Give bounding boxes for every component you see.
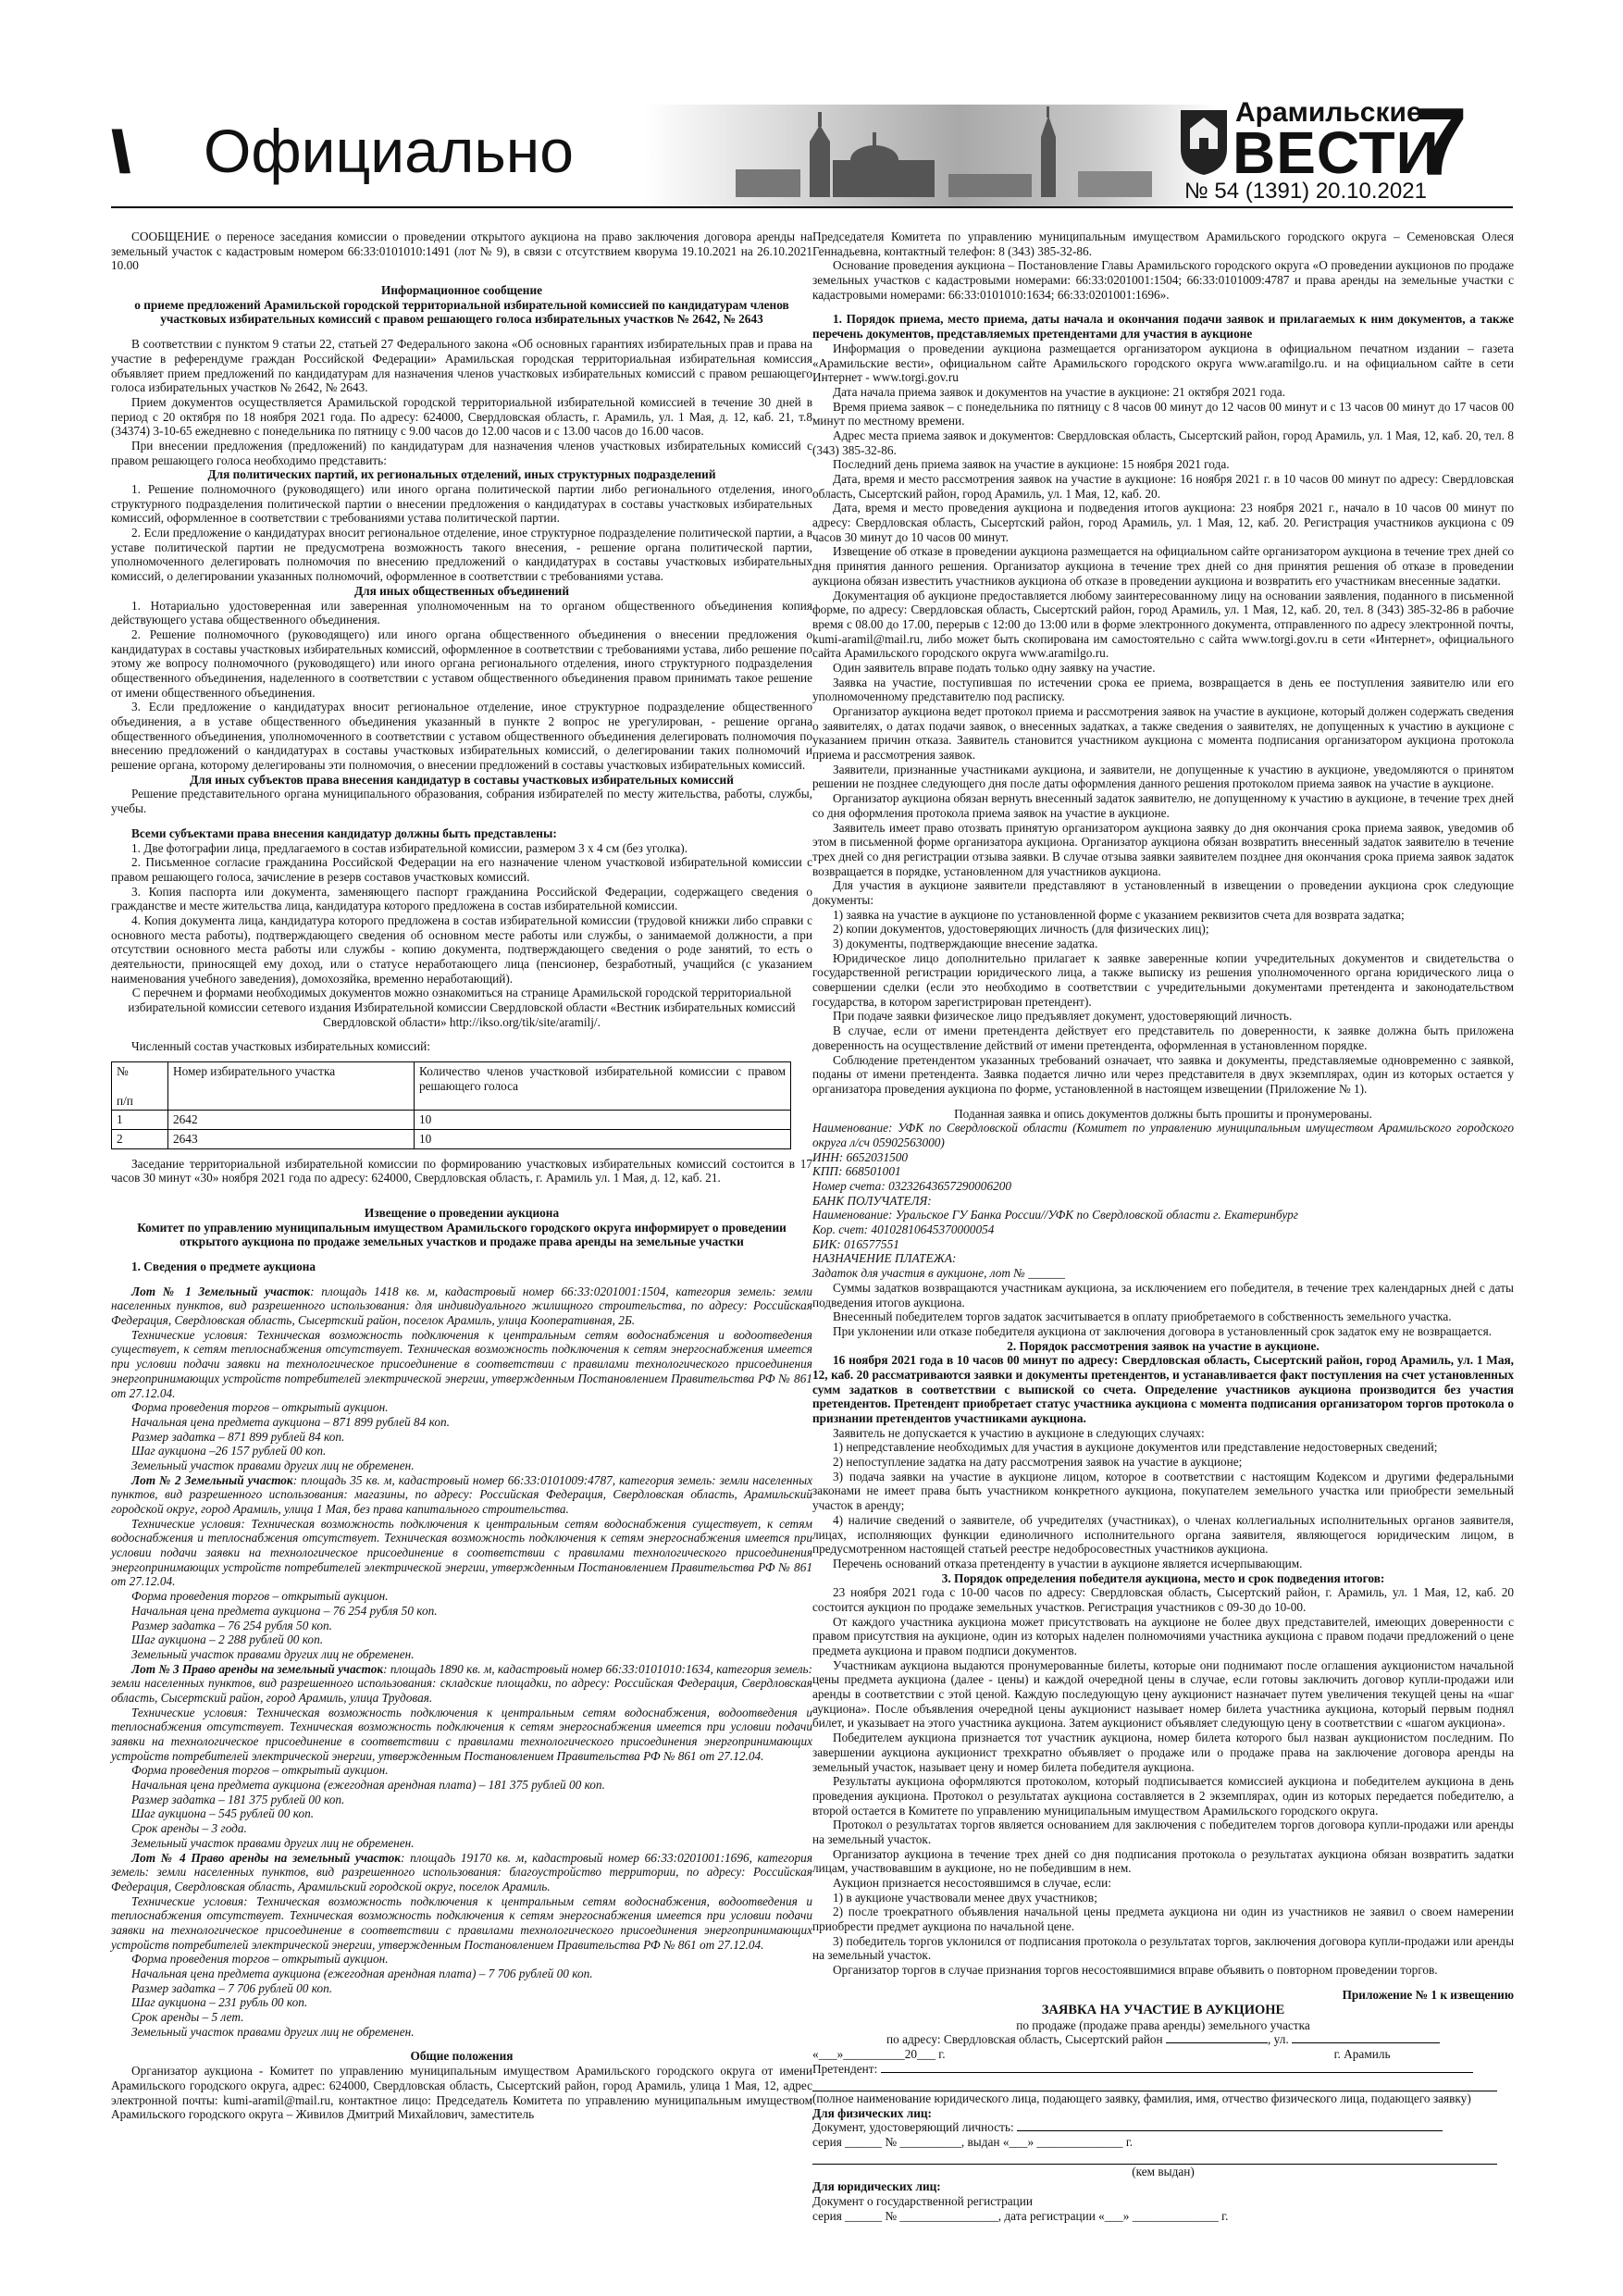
issue-info: № 54 (1391) 20.10.2021 [1184, 179, 1427, 204]
page-number: 7 [1414, 89, 1468, 196]
bank-details: Задаток для участия в аукционе, лот № ______ [812, 1266, 1066, 1281]
paragraph: Юридическое лицо дополнительно прилагает к заявке заверенные копии учредительных документов и свидетельства о государственной регистрации юридического лица, а также выписку из решения уполномоченного органа юридического лица о совершении сделки (если это необходимо в соответствии с учредительными документами претендента и законодательством государства, в котором зарегистрирован претендент). [812, 950, 1514, 1009]
lot-3-price: Начальная цена предмета аукциона (ежегодная арендная плата) – 181 375 рублей 00 коп. [131, 1778, 605, 1793]
header-photo [643, 105, 1217, 206]
paragraph: Время приема заявок – с понедельника по пятницу с 8 часов 00 минут до 12 часов 00 минут и с 13 часов 00 минут до 17 часов 00 минут по местному времени. [812, 399, 1514, 428]
lot-4: Лот № 4 Право аренды на земельный участок: площадь 19170 кв. м, кадастровый номер 66:33:0201001:1696, категория земель: земли населенных пунктов, вид разрешенного использования: благоустройство территории, по адресу: Российская Федерация, Свердловская область, Арамильский городской округ, поселок Арамиль. [111, 1850, 812, 1893]
paragraph: Дата, время и место проведения аукциона и подведения итогов аукциона: 23 ноября 2021 г., начало в 10 часов 00 минут по адресу: Свердловская область, Сысертский район, город Арамиль, ул. 1 Мая, 12, каб. 20. Регистрация участников аукциона с 09 часов 30 минут до 10 часов 00 минут. [812, 501, 1514, 544]
paragraph: Извещение об отказе в проведении аукциона размещается на официальном сайте организатором аукциона в течение трех дней со дня принятия данного решения. Организатор аукциона в течение трех дней со дня принятия решения об отказе в проведении аукциона обязан известить участников аукциона об отказе в проведении аукциона и возвратить его участникам внесенные задатки. [812, 544, 1514, 588]
lot-4-encumbrance: Земельный участок правами других лиц не обременен. [131, 2024, 415, 2039]
lot-2-price: Начальная цена предмета аукциона – 76 254 рубля 50 коп. [131, 1603, 438, 1618]
list-item: 2) после троекратного объявления начальной цены предмета аукциона ни один из участников не заявил о своем намерении приобрести предмет аукциона по начальной цене. [812, 1905, 1514, 1934]
lot-4-deposit: Размер задатка – 7 706 рублей 00 коп. [131, 1980, 333, 1995]
notice-subtitle: Комитет по управлению муниципальным имуществом Арамильского городского округа информирует о проведении открытого аукциона по продаже земельных участков и продаже права аренды на земельные участки [137, 1220, 787, 1249]
brand-main: ВЕСТИ [1233, 119, 1440, 186]
lot-2-form: Форма проведения торгов – открытый аукцион. [131, 1589, 389, 1604]
section-2-title: 2. Порядок рассмотрения заявок на участие в аукционе. [1007, 1338, 1319, 1353]
forms-link-paragraph: С перечнем и формами необходимых документов можно ознакомиться на странице Арамильской городской территориальной избирательной комиссии сетевого издания Избирательной комиссии Свердловской области «Вестник избирательных комиссий Свердловской области» http://ikso.org/tik/site/aramilj/. [128, 986, 796, 1029]
left-column [111, 230, 812, 2122]
table-row [112, 1111, 791, 1130]
city-emblem-icon [1177, 105, 1231, 177]
bank-details: Кор. счет: 40102810645370000054 [812, 1222, 995, 1237]
list-item: 1) заявка на участие в аукционе по установленной форме с указанием реквизитов счета для возврата задатка; [833, 907, 1405, 922]
bank-details: Номер счета: 03232643657290006200 [812, 1179, 1012, 1193]
table-header-row [112, 1062, 791, 1111]
lot-3-step: Шаг аукциона – 545 рублей 00 коп. [131, 1806, 315, 1821]
paragraph: 1. Нотариально удостоверенная или заверенная уполномоченным на то органом общественного объединения копия действующего устава общественного объединения. [111, 598, 812, 627]
paragraph: Заявитель имеет право отозвать принятую организатором аукциона заявку до дня окончания срока приема заявок, уведомив об этом в письменной форме организатора аукциона. Организатор аукциона обязан возвратить внесенный задаток заявителю в течение трех дней со дня регистрации отзыва заявки. В случае отзыва заявки заявителем позднее дня окончания срока приема заявок задаток возвращается в порядке, установленном для участников аукциона. [812, 820, 1514, 878]
paragraph: От каждого участника аукциона может присутствовать на аукционе не более двух представителей, имеющих доверенности с правом присутствия на аукционе, один из которых наделен полномочиями участника аукциона с правом подачи предложений о цене предмета аукциона и правом подписи документов. [812, 1614, 1514, 1657]
lot-1-deposit: Размер задатка – 871 899 рублей 84 коп. [131, 1429, 345, 1444]
form-line [812, 2150, 1514, 2166]
notice-title: Извещение о проведении аукциона [364, 1205, 560, 1220]
table-cell: 2 [112, 1129, 168, 1148]
lot-1-step: Шаг аукциона –26 157 рублей 00 коп. [131, 1444, 327, 1458]
heading-other-subjects: Для иных субъектов права внесения кандидатур в составы участковых избирательных комиссий [190, 772, 734, 787]
table-header-cell: № п/п [112, 1062, 168, 1111]
paragraph: 2. Если предложение о кандидатурах вносит региональное отделение, иное структурное подразделение политической партии, а в уставе политической партии не предусмотрена возможность такого внесения, - решение органа политической партии, уполномоченного делегировать полномочия по внесению предложений о кандидатурах в составы участковых избирательных комиссий, о делегировании указанных полномочий, оформленное в соответствии с требованиями устава. [111, 526, 812, 584]
form-note: (полное наименование юридического лица, подающего заявку, фамилия, имя, отчество физического лица, подающего заявку) [812, 2091, 1471, 2106]
table-header-cell: Номер избирательного участка [168, 1062, 415, 1111]
paragraph: Протокол о результатах торгов является основанием для заключения с победителем торгов договора купли-продажи или аренды на земельный участок. [812, 1818, 1514, 1846]
transfer-notice: СООБЩЕНИЕ о переносе заседания комиссии о проведении открытого аукциона на право заключения договора аренды на земельный участок с кадастровым номером 66:33:0101010:1491 (лот № 9), в связи с отсутствием кворума 19.10.2021 на 26.10.2021 10.00 [111, 230, 812, 273]
table-row [112, 1129, 791, 1148]
lot-1-price: Начальная цена предмета аукциона – 871 899 рублей 84 коп. [131, 1414, 450, 1429]
lot-2: Лот № 2 Земельный участок: площадь 35 кв. м, кадастровый номер 66:33:0101009:4787, категория земель: земли населенных пунктов, вид разрешенного использования: магазины, по адресу: Российская Федерация, Свердловская область, Арамильский городской округ, город Арамиль, улица 1 Мая, без права капитального строительства. [111, 1472, 813, 1516]
paragraph: При внесении предложения (предложений) по кандидатурам для назначения членов участковых избирательных комиссий с правом решающего голоса необходимо представить: [111, 438, 812, 467]
paragraph: Суммы задатков возвращаются участникам аукциона, за исключением его победителя, в течение трех календарных дней с даты подведения итогов аукциона. [812, 1280, 1514, 1309]
paragraph: 2. Письменное согласие гражданина Российской Федерации на его назначение членом участковой избирательной комиссии с правом решающего голоса, зачисление в резерв составов участковых комиссий. [111, 855, 812, 884]
general-paragraph: Организатор аукциона - Комитет по управлению муниципальным имуществом Арамильского городского округа от имени Арамильского городского округа, адрес: 624000, Свердловская область, Сысертский район, город Арамиль, улица 1 Мая, 12, адрес электронной почты: kumi-aramil@mail.ru, контактное лицо: Председатель Комитета по управлению муниципальным имуществом Арамильского городского округа – Живилов Дмитрий Михайлович, заместитель [111, 2064, 812, 2122]
list-item: 3) документы, подтверждающие внесение задатка. [833, 937, 1098, 950]
list-item: 4) наличие сведений о заявителе, об учредителях (участниках), о членах коллегиальных исполнительных органов заявителя, лицах, исполняющих функции единоличного исполнительного органа заявителя, являющегося юридическим лицом, в предусмотренном настоящей статьей реестре недобросовестных участников аукциона. [812, 1512, 1514, 1557]
paragraph: В случае, если от имени претендента действует его представитель по доверенности, к заявке должна быть приложена доверенность на осуществление действий от имени претендента, оформленная в установленном порядке. [812, 1024, 1514, 1052]
paragraph: Последний день приема заявок на участие в аукционе: 15 ноября 2021 года. [833, 457, 1230, 472]
paragraph: Дата начала приема заявок и документов на участие в аукционе: 21 октября 2021 года. [833, 384, 1285, 399]
lot-3: Лот № 3 Право аренды на земельный участок: площадь 1890 кв. м, кадастровый номер 66:33:0101010:1634, категория земель: земли населенных пунктов, вид разрешенного использования: складские площадки, по адресу: Российская Федерация, Свердловская область, Сысертский район, город Арамиль, улица Трудовая. [111, 1661, 812, 1705]
lot-3-form: Форма проведения торгов – открытый аукцион. [131, 1763, 389, 1778]
paragraph: Организатор аукциона ведет протокол приема и рассмотрения заявок на участие в аукционе, который должен содержать сведения о заявителях, о датах подачи заявок, о внесенных задатках, а также сведения о заявителях, не допущенных к участию в аукционе с указанием причин отказа. Заявитель становится участником аукциона с момента подписания организатором аукциона протокола приема и рассмотрения заявок. [812, 704, 1514, 763]
meeting-notice: Заседание территориальной избирательной комиссии по формированию участковых избирательных комиссий состоится в 17 часов 30 минут «30» ноября 2021 года по адресу: 624000, Свердловская область, г. Арамиль ул. 1 Мая, д. 12, каб. 21. [111, 1156, 812, 1185]
slashes-icon: \\ [111, 118, 118, 185]
paragraph: Заявка на участие, поступившая по истечении срока ее приема, возвращается в день ее поступления заявителю или его уполномоченному представителю под расписку. [812, 675, 1514, 704]
section-1-procedure-title: 1. Порядок приема, место приема, даты начала и окончания подачи заявок и прилагаемых к ним документов, а также перечень документов, представляемых претендентами для участия в аукционе [812, 312, 1514, 341]
paragraph: Один заявитель вправе подать только одну заявку на участие. [833, 660, 1156, 675]
bank-details: БАНК ПОЛУЧАТЕЛЯ: [812, 1193, 932, 1208]
paragraph: Адрес места приема заявок и документов: Свердловская область, Сысертский район, город Арамиль, ул. 1 Мая, 12, каб. 20, тел. 8 (343) 385-32-86. [812, 428, 1514, 457]
form-series-2: серия ______ № ________________, дата регистрации «___» ______________ г. [812, 2208, 1229, 2223]
section-title: Официально [204, 117, 574, 185]
paragraph: Победителем аукциона признается тот участник аукциона, номер билета которого был назван аукционистом последним. По завершении аукциона аукционист трехкратно объявляет о продаже или о продаже права на заключение договора аренды на земельный участок, называет цену и номер билета победителя аукциона. [812, 1731, 1514, 1774]
paragraph: Документация об аукционе предоставляется любому заинтересованному лицу на основании заявления, поданного в письменной форме, по адресу: Свердловская область, Сысертский район, город Арамиль, ул. 1 Мая, 12, каб. 20, тел. 8 (343) 385-32-86 в рабочие время с 08.00 до 17.00, перерыв с 12:00 до 13:00 или в форме электронного документа, отправленного по адресу электронной почты, kumi-aramil@mail.ru, либо может быть скопирована им самостоятельно с сайта www.torgi.gov.ru в сети «Интернет», официального сайта Арамильского городского округа www.aramilgo.ru. [812, 588, 1514, 661]
paragraph: Перечень оснований отказа претенденту в участии в аукционе является исчерпывающим. [833, 1556, 1303, 1570]
church-skyline-icon [643, 105, 1217, 206]
heading-associations: Для иных общественных объединений [354, 583, 569, 598]
paragraph: Участникам аукциона выдаются пронумерованные билеты, которые они поднимают после оглашения аукционистом начальной цены предмета аукциона (далее - цены) и каждой очередной цены в случае, если готовы заключить договор купли-продажи или аренды в соответствии с этой ценой. Каждую последующую цену аукционист назначает путем увеличения текущей цены на «шаг аукциона». После объявления очередной цены аукционист называет номер билета участника аукциона, который первым поднял билет, и указывает на этого участника аукциона. Затем аукционист объявляет следующую цену в соответствии с «шагом аукциона». [812, 1657, 1514, 1731]
paragraph: Внесенный победителем торгов задаток засчитывается в оплату приобретаемого в собственность земельного участка. [833, 1309, 1452, 1324]
paragraph: Заявитель не допускается к участию в аукционе в следующих случаях: [833, 1425, 1205, 1440]
appendix-label: Приложение № 1 к извещению [1342, 1987, 1514, 2002]
lot-2-tech: Технические условия: Техническая возможность подключения к центральным сетям водоснабжения существует, к сетям водоснабжения и теплоснабжения отсутствует. Техническая возможность подключения к сетям энергоснабжения имеется при условии подачи заявки на технологическое присоединение в соответствии с правилами технологического присоединения энергопринимающих устройств потребителей электрической энергии, утвержденным Постановлением Правительства РФ № 861 от 27.12.04. [111, 1516, 812, 1589]
bank-details: НАЗНАЧЕНИЕ ПЛАТЕЖА: [812, 1251, 957, 1266]
paragraph: Решение представительного органа муниципального образования, собрания избирателей по месту жительства, работы, службы, учебы. [111, 787, 812, 816]
list-item: 1) в аукционе участвовали менее двух участников; [833, 1890, 1097, 1905]
count-title: Численный состав участковых избирательных комиссий: [131, 1039, 430, 1054]
lot-4-price: Начальная цена предмета аукциона (ежегодная арендная плата) – 7 706 рублей 00 коп. [131, 1967, 593, 1980]
brand-top: Арамильские [1235, 97, 1422, 128]
form-title: ЗАЯВКА НА УЧАСТИЕ В АУКЦИОНЕ [1041, 2002, 1285, 2017]
paragraph: При уклонении или отказе победителя аукциона от заключения договора в установленный срок задаток ему не возвращается. [833, 1323, 1493, 1338]
lot-1: Лот № 1 Земельный участок: площадь 1418 кв. м, кадастровый номер 66:33:0201001:1504, категория земель: земли населенных пунктов, вид разрешенного использования: для индивидуального жилищного строительства, по адресу: Российская Федерация, Свердловская область, Сысертский район, поселок Арамиль, улица Кооперативная, 2Б. [111, 1284, 813, 1328]
list-item: 3) победитель торгов уклонился от подписания протокола о результатах торгов, заключения договора купли-продажи или аренды на земельный участок. [812, 1933, 1514, 1963]
lot-3-deposit: Размер задатка – 181 375 рублей 00 коп. [131, 1792, 345, 1806]
paragraph: 2. Решение полномочного (руководящего) или иного органа общественного объединения о внесении предложения о кандидатурах в составы участковых избирательных комиссий, оформленное в соответствии с требованиями устава, либо решение по этому же вопросу полномочного (руководящего) или иного органа регионального отделения, иного структурного подразделения общественного объединения, наделенного в соответствии с уставом общественного объединения правом принимать такое решение от имени общественного объединения. [111, 627, 812, 700]
table-cell: 10 [415, 1129, 791, 1148]
lot-1-tech: Технические условия: Техническая возможность подключения к центральным сетям водоснабжения и водоотведения существует, к сетям теплоснабжения отсутствует. Техническая возможность подключения к сетям энергоснабжения имеется при условии подачи заявки на технологическое присоединение в соответствии с правилами технологического присоединения энергопринимающих устройств потребителей электрической энергии, утвержденным Постановлением Правительства РФ № 861 от 27.12.04. [111, 1327, 812, 1400]
paragraph: Организатор аукциона в течение трех дней со дня подписания протокола о результатах аукциона обязан возвратить задатки лицам, участвовавшим в аукционе, но не победившим в нем. [812, 1846, 1514, 1876]
lot-2-step: Шаг аукциона – 2 288 рублей 00 коп. [131, 1632, 324, 1647]
lot-2-encumbrance: Земельный участок правами других лиц не обременен. [131, 1646, 415, 1661]
bank-details: ИНН: 6652031500 [812, 1149, 909, 1164]
paragraph: 16 ноября 2021 года в 10 часов 00 минут по адресу: Свердловская область, Сысертский район, город Арамиль, ул. 1 Мая, 12, каб. 20 рассматриваются заявки и документы претендентов, и устанавливается факт поступления на счет установленных сумм задатков в соответствии с выпиской со счета. Определение участников аукциона производится без участия претендентов. Претендент приобретает статус участника аукциона с момента подписания организатором торгов протокола о признании претендентов участниками аукциона. [812, 1353, 1514, 1425]
form-registration: Документ о государственной регистрации [812, 2193, 1033, 2208]
lot-4-form: Форма проведения торгов – открытый аукцион. [131, 1952, 389, 1967]
paragraph: Прием документов осуществляется Арамильской городской территориальной избирательной комиссией в течение 30 дней в период с 20 октября по 18 ноября 2021 года. По адресу: 624000, Свердловская область, г. Арамиль, ул. 1 Мая, д. 12, каб. 21, т.8 (34374) 3-10-65 ежедневно с понедельника по пятницу с 9.00 часов до 12.00 часов и с 13.00 часов до 16.00 часов. [111, 394, 812, 439]
heading-all-subjects: Всеми субъектами права внесения кандидатур должны быть представлены: [131, 825, 557, 840]
bank-details: Наименование: УФК по Свердловской области (Комитет по управлению муниципальным имуществом Арамильского городского округа л/сч 05902563000) [812, 1121, 1514, 1149]
lot-2-deposit: Размер задатка – 76 254 рубля 50 коп. [131, 1618, 333, 1632]
lot-1-form: Форма проведения торгов – открытый аукцион. [131, 1400, 389, 1415]
lot-3-encumbrance: Земельный участок правами других лиц не обременен. [131, 1835, 415, 1850]
page-header [111, 88, 1513, 208]
bank-details: Наименование: Уральское ГУ Банка России//УФК по Свердловской области г. Екатеринбург [812, 1208, 1298, 1222]
lot-1-encumbrance: Земельный участок правами других лиц не обременен. [131, 1458, 415, 1472]
form-subtitle: по продаже (продаже права аренды) земельного участка [1016, 2017, 1310, 2032]
form-address: по адресу: Свердловская область, Сысертский район , ул. [812, 2032, 1514, 2047]
form-date-row: «___»__________20___ г. г. Арамиль [812, 2046, 1391, 2061]
paragraph: Для участия в аукционе заявители представляют в установленный в извещении о проведении аукциона срок следующие документы: [812, 878, 1514, 907]
form-line [812, 2076, 1514, 2091]
paragraph: Соблюдение претендентом указанных требований означает, что заявка и документы, представляемые одновременно с заявкой, поданы от имени претендента. Заявка подается лично или через представителя в двух экземплярах, один из которых остается у организатора проведения аукциона по форме, установленной в настоящем извещении (Приложение № 1). [812, 1052, 1514, 1096]
section-1-title: 1. Сведения о предмете аукциона [131, 1260, 316, 1273]
paragraph: Заявители, признанные участниками аукциона, и заявители, не допущенные к участию в аукционе, уведомляются о принятом решении не позднее следующего дня после даты оформления данного решения протоколом приема заявок на участие в аукционе. [812, 762, 1514, 791]
lot-4-tech: Технические условия: Техническая возможность подключения к центральным сетям водоснабжения, водоотведения и теплоснабжения отсутствует. Техническая возможность подключения к сетям энергоснабжения имеется при условии подачи заявки на технологическое присоединение в соответствии с правилами технологического присоединения энергопринимающих устройств потребителей электрической энергии, утвержденным Постановлением Правительства РФ № 861 от 27.12.04. [111, 1893, 812, 1952]
info-subtitle: о приеме предложений Арамильской городской территориальной избирательной комиссией по кандидатурам членов участковых избирательных комиссий с правом решающего голоса избирательных участков № 2642, № 2643 [134, 297, 789, 327]
paragraph: 3. Копия паспорта или документа, заменяющего паспорт гражданина Российской Федерации, содержащего сведения о гражданстве и месте жительства лица, кандидатура которого предложена в состав избирательной комиссии. [111, 884, 812, 913]
form-issued-note: (кем выдан) [1132, 2165, 1195, 2179]
header-rule [111, 206, 1513, 208]
table-cell: 2642 [168, 1111, 415, 1130]
lot-3-term: Срок аренды – 3 года. [131, 1821, 247, 1836]
paragraph: 4. Копия документа лица, кандидатура которого предложена в состав избирательной комиссии (трудовой книжки либо справки с основного места работы), подтверждающего сведения об основном месте работы или службы, о занимаемой должности, а при отсутствии основного места работы или службы - копию документа, подтверждающего сведения о роде занятий, то есть о деятельности, приносящей ему доход, или о статусе неработающего лица (пенсионер, безработный, учащийся (с указанием наименования учебного заведения), домохозяйка, временно неработающий). [111, 912, 812, 986]
paragraph: Результаты аукциона оформляются протоколом, который подписывается комиссией аукциона и победителем аукциона в день проведения аукциона. Протокол о результатах аукциона составляется в 2 экземплярах, один из которых передается победителю, а второй остается в Комитете по управлению муниципальным имуществом Арамильского городского округа. [812, 1774, 1514, 1818]
paragraph: 23 ноября 2021 года с 10-00 часов по адресу: Свердловская область, Сысертский район, г. Арамиль, ул. 1 Мая, 12, каб. 20 состоится аукцион по продаже земельных участков. Регистрация участников с 09-30 до 10-00. [812, 1585, 1514, 1614]
table-cell: 10 [415, 1111, 791, 1130]
paragraph: Организатор аукциона обязан вернуть внесенный задаток заявителю, не допущенному к участию в аукционе, в течение трех дней со дня оформления протокола приема заявок на участие в аукционе. [812, 791, 1514, 820]
lot-4-step: Шаг аукциона – 231 рубль 00 коп. [131, 1995, 308, 2010]
form-series: серия ______ № __________, выдан «___» ______________ г. [812, 2135, 1134, 2150]
table-cell: 1 [112, 1111, 168, 1130]
general-title: Общие положения [410, 2049, 514, 2064]
list-item: 3) подача заявки на участие в аукционе лицом, которое в соответствии с настоящим Кодексом и другими федеральными законами не имеет права быть участником конкретного аукциона, покупателем земельного участка или приобрести земельный участок в аренду; [812, 1469, 1514, 1513]
form-applicant: Претендент: [812, 2062, 1514, 2077]
right-column [812, 230, 1514, 2223]
paragraph: Поданная заявка и опись документов должны быть прошиты и пронумерованы. [954, 1106, 1372, 1121]
table-header-cell: Количество членов участковой избирательной комиссии с правом решающего голоса [415, 1062, 791, 1111]
form-physical-heading: Для физических лиц: [812, 2105, 932, 2120]
lot-4-term: Срок аренды – 5 лет. [131, 2010, 244, 2025]
commission-table [111, 1061, 791, 1148]
paragraph: Организатор торгов в случае признания торгов несостоявшимися вправе объявить о повторном проведении торгов. [833, 1963, 1438, 1978]
bank-details: БИК: 016577551 [812, 1236, 899, 1251]
paragraph: 3. Если предложение о кандидатурах вносит региональное отделение, иное структурное подразделение общественного объединения, а в уставе общественного объединения указанный в пункте 2 вопрос не урегулирован, - решение органа общественного объединения, уполномоченного в соответствии с уставом общественного объединения делегировать полномочия по внесению предложений о кандидатурах в составы участковых избирательных комиссий, о делегировании таких полномочий и решение органа, которому делегированы эти полномочия, о внесении предложений в составы участковых избирательных комиссий. [111, 700, 812, 773]
list-item: 1) непредставление необходимых для участия в аукционе документов или представление недостоверных сведений; [833, 1440, 1438, 1455]
paragraph: Председателя Комитета по управлению муниципальным имуществом Арамильского городского округа – Семеновская Олеся Геннадьевна, контактный телефон: 8 (343) 385-32-86. [812, 230, 1514, 258]
paragraph: При подаче заявки физическое лицо предъявляет документ, удостоверяющий личность. [833, 1009, 1293, 1024]
paragraph: 1. Решение полномочного (руководящего) или иного органа политической партии либо регионального отделения, иного структурного подразделения политической партии о внесении предложения о кандидатурах в составы участковых избирательных комиссий, оформленное в соответствии с требованиями устава политической партии. [111, 482, 812, 526]
paragraph: Информация о проведении аукциона размещается организатором аукциона в официальном печатном издании – газета «Арамильские вести», официальном сайте Арамильского городского округа www.aramilgo.ru. и на официальном сайте в сети Интернет - www.torgi.gov.ru [812, 341, 1514, 385]
lot-3-tech: Технические условия: Техническая возможность подключения к центральным сетям водоснабжения, водоотведения и теплоснабжения отсутствует. Техническая возможность подключения к сетям энергоснабжения имеется при условии подачи заявки на технологическое присоединение в соответствии с правилами технологического присоединения энергопринимающих устройств потребителей электрической энергии, утвержденным Постановлением Правительства РФ № 861 от 27.12.04. [111, 1705, 812, 1763]
paragraph: Дата, время и место рассмотрения заявок на участие в аукционе: 16 ноября 2021 г. в 10 часов 00 минут по адресу: Свердловская область, Сысертский район, город Арамиль, ул. 1 Мая, 12, каб. 20. [812, 472, 1514, 501]
table-cell: 2643 [168, 1129, 415, 1148]
section-3-title: 3. Порядок определения победителя аукциона, место и срок подведения итогов: [941, 1570, 1385, 1585]
form-legal-heading: Для юридических лиц: [812, 2179, 941, 2194]
form-document: Документ, удостоверяющий личность: [812, 2120, 1514, 2135]
paragraph: В соответствии с пунктом 9 статьи 22, статьей 27 Федерального закона «Об основных гарантиях избирательных прав и права на участие в референдуме граждан Российской Федерации» Арамильская городская территориальная избирательная комиссия объявляет прием предложений по кандидатурам для назначения членов участковых избирательных комиссий с правом решающего голоса избирательных участков № 2642, № 2643. [111, 337, 812, 395]
paragraph: Аукцион признается несостоявшимся в случае, если: [833, 1876, 1111, 1890]
paragraph: 1. Две фотографии лица, предлагаемого в состав избирательной комиссии, размером 3 х 4 см (без уголка). [131, 840, 688, 855]
bank-details: КПП: 668501001 [812, 1164, 901, 1179]
list-item: 2) копии документов, удостоверяющих личность (для физических лиц); [833, 922, 1209, 937]
heading-parties: Для политических партий, их региональных отделений, иных структурных подразделений [207, 467, 716, 482]
info-title: Информационное сообщение [380, 283, 543, 298]
list-item: 2) непоступление задатка на дату рассмотрения заявок на участие в аукционе; [833, 1455, 1243, 1470]
paragraph: Основание проведения аукциона – Постановление Главы Арамильского городского округа «О проведении аукционов по продаже земельных участков с кадастровыми номерами: 66:33:0201001:1504; 66:33:0101009:4787 и права аренды на земельные участки с кадастровыми номерами: 66:33:0101010:1634; 66:33:0201001:1696». [812, 258, 1514, 302]
